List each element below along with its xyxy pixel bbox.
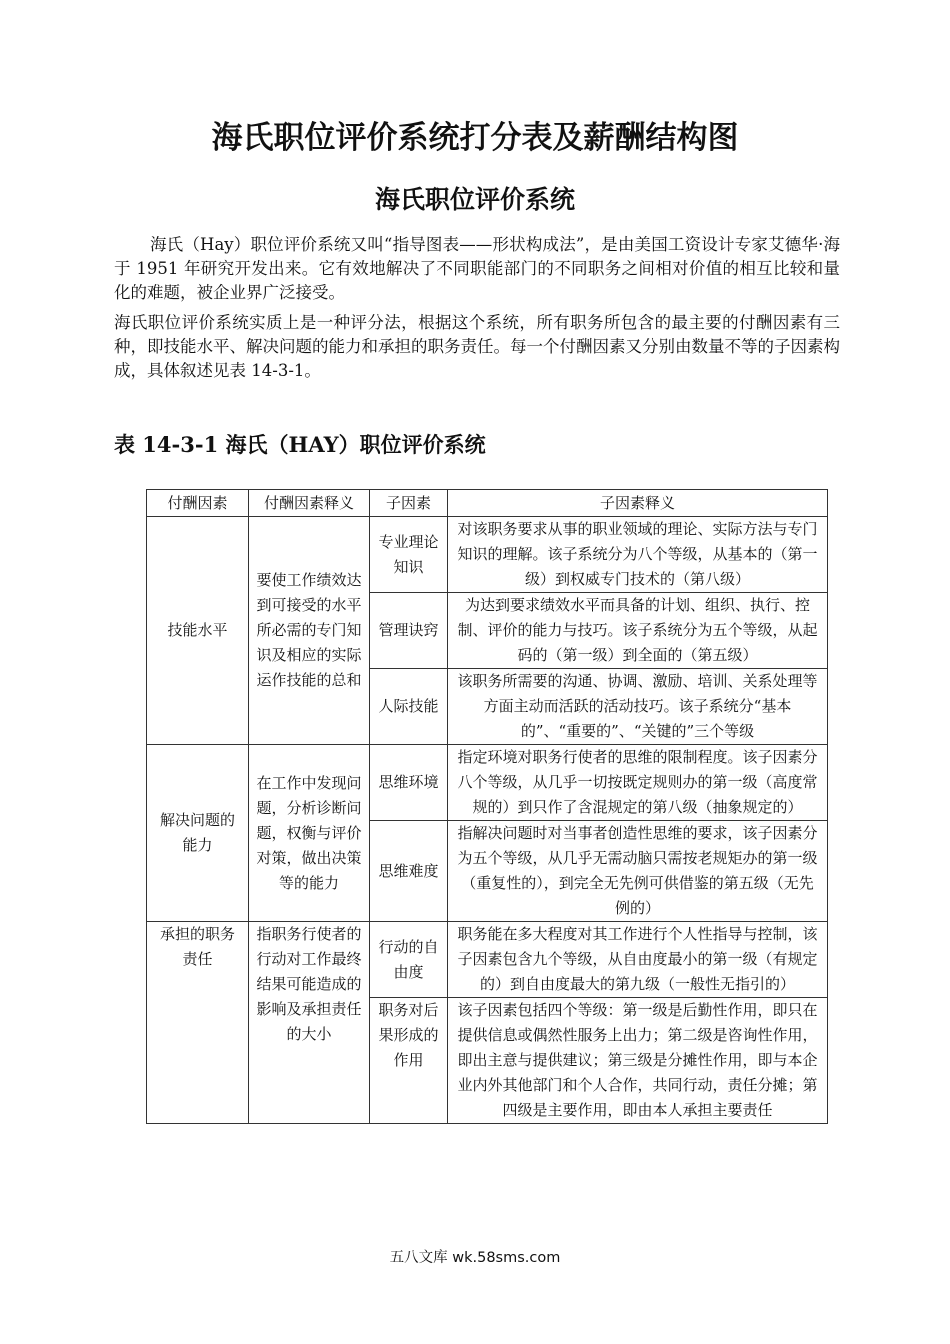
subfactor-desc-cell: 该职务所需要的沟通、协调、激励、培训、关系处理等方面主动而活跃的活动技巧。该子系统分“基本的”、“重要的”、“关键的”三个等级 bbox=[448, 669, 828, 745]
subfactor-cell: 思维环境 bbox=[370, 745, 448, 821]
hay-evaluation-table bbox=[146, 489, 828, 1124]
factor-cell: 技能水平 bbox=[147, 517, 249, 745]
subfactor-cell: 专业理论知识 bbox=[370, 517, 448, 593]
factor-meaning-cell: 要使工作绩效达到可接受的水平所必需的专门知识及相应的实际运作技能的总和 bbox=[249, 517, 370, 745]
document-title: 海氏职位评价系统打分表及薪酬结构图 bbox=[211, 120, 739, 156]
subfactor-desc-cell: 对该职务要求从事的职业领域的理论、实际方法与专门知识的理解。该子系统分为八个等级，从基本的（第一级）到权威专门技术的（第八级） bbox=[448, 517, 828, 593]
section-heading: 海氏职位评价系统 bbox=[374, 185, 575, 214]
factor-meaning-cell: 指职务行使者的行动对工作最终结果可能造成的影响及承担责任的大小 bbox=[249, 922, 370, 1124]
header-subfactor-meaning: 子因素释义 bbox=[448, 490, 828, 517]
table-row bbox=[147, 517, 828, 593]
header-factor-meaning: 付酬因素释义 bbox=[249, 490, 370, 517]
table-caption: 表 14-3-1 海氏（HAY）职位评价系统 bbox=[114, 432, 486, 457]
subfactor-cell: 思维难度 bbox=[370, 821, 448, 922]
subfactor-cell: 行动的自由度 bbox=[370, 922, 448, 998]
subfactor-desc-cell: 指解决问题时对当事者创造性思维的要求，该子因素分为五个等级，从几乎无需动脑只需按老规矩办的第一级（重复性的），到完全无先例可供借鉴的第五级（无先例的） bbox=[448, 821, 828, 922]
factor-meaning-cell: 在工作中发现问题，分析诊断问题，权衡与评价对策，做出决策等的能力 bbox=[249, 745, 370, 922]
subfactor-desc-cell: 职务能在多大程度对其工作进行个人性指导与控制，该子因素包含九个等级，从自由度最小的第一级（有规定的）到自由度最大的第九级（一般性无指引的） bbox=[448, 922, 828, 998]
subfactor-desc-cell: 该子因素包括四个等级：第一级是后勤性作用，即只在提供信息或偶然性服务上出力；第二级是咨询性作用，即出主意与提供建议；第三级是分摊性作用，即与本企业内外其他部门和个人合作，共同行动，责任分摊；第四级是主要作用，即由本人承担主要责任 bbox=[448, 998, 828, 1124]
footer-watermark: 五八文库 wk.58sms.com bbox=[389, 1250, 561, 1266]
subfactor-desc-cell: 指定环境对职务行使者的思维的限制程度。该子因素分八个等级，从几乎一切按既定规则办的第一级（高度常规的）到只作了含混规定的第八级（抽象规定的） bbox=[448, 745, 828, 821]
table-row bbox=[147, 745, 828, 821]
header-subfactor: 子因素 bbox=[370, 490, 448, 517]
table-row bbox=[147, 922, 828, 998]
subfactor-cell: 人际技能 bbox=[370, 669, 448, 745]
subfactor-cell: 管理诀窍 bbox=[370, 593, 448, 669]
subfactor-cell: 职务对后果形成的作用 bbox=[370, 998, 448, 1124]
header-factor: 付酬因素 bbox=[147, 490, 249, 517]
factor-cell: 解决问题的能力 bbox=[147, 745, 249, 922]
table-header-row bbox=[147, 490, 828, 517]
description-paragraph: 海氏职位评价系统实质上是一种评分法，根据这个系统，所有职务所包含的最主要的付酬因素有三种，即技能水平、解决问题的能力和承担的职务责任。每一个付酬因素又分别由数量不等的子因素构成，具体叙述见表 14-3-1。 bbox=[114, 313, 840, 380]
subfactor-desc-cell: 为达到要求绩效水平而具备的计划、组织、执行、控制、评价的能力与技巧。该子系统分为五个等级，从起码的（第一级）到全面的（第五级） bbox=[448, 593, 828, 669]
factor-cell: 承担的职务责任 bbox=[147, 922, 249, 1124]
intro-paragraph: 海氏（Hay）职位评价系统又叫“指导图表——形状构成法”，是由美国工资设计专家艾德华·海于 1951 年研究开发出来。它有效地解决了不同职能部门的不同职务之间相对价值的相互比较和量化的难题，被企业界广泛接受。 bbox=[114, 235, 840, 302]
